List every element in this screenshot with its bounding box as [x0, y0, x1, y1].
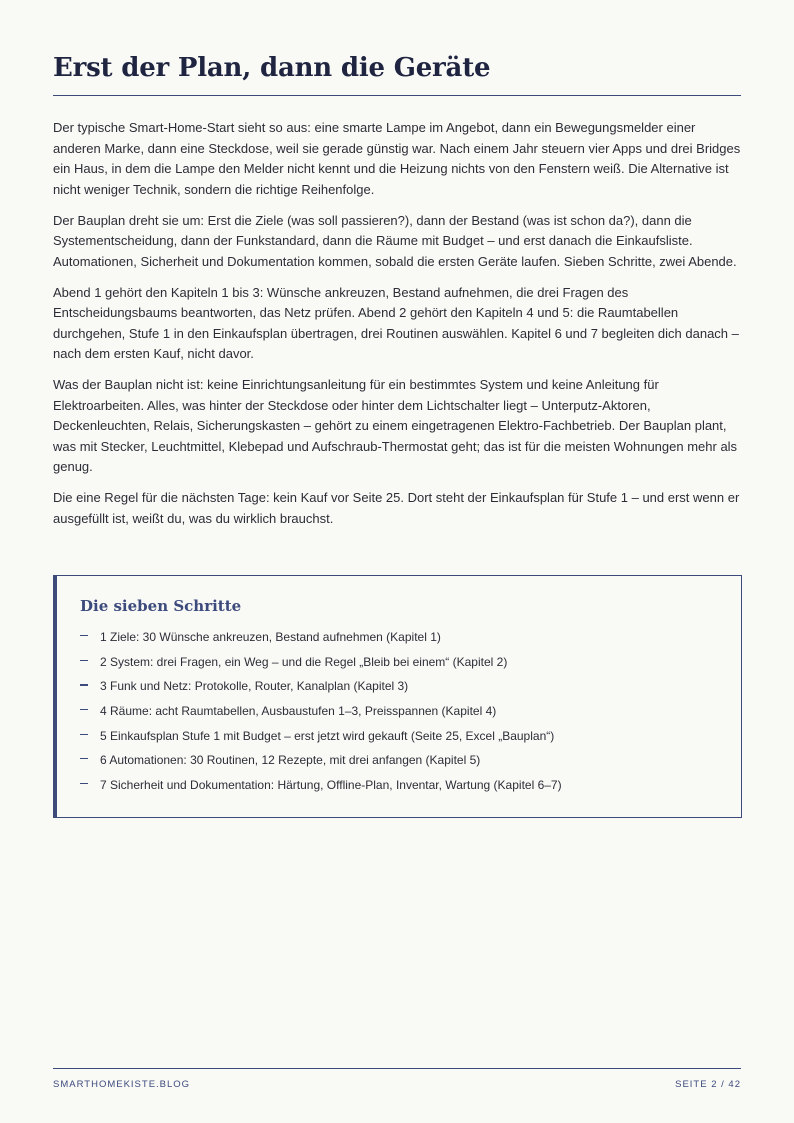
dash-bullet-icon	[80, 783, 88, 784]
paragraph-regel: Die eine Regel für die nächsten Tage: kein Kauf vor Seite 25. Dort steht der Einkaufsplan für Stufe 1 – und erst wenn er ausgefüllt ist, weißt du, was du wirklich brauchst.	[53, 490, 740, 526]
list-item	[80, 675, 562, 700]
step-text: 3 Funk und Netz: Protokolle, Router, Kanalplan (Kapitel 3)	[100, 679, 409, 694]
step-text: 2 System: drei Fragen, ein Weg – und die Regel „Bleib bei einem“ (Kapitel 2)	[100, 654, 508, 669]
step-text: 5 Einkaufsplan Stufe 1 mit Budget – erst jetzt wird gekauft (Seite 25, Excel „Bauplan“)	[100, 728, 555, 743]
step-text: 4 Räume: acht Raumtabellen, Ausbaustufen 1–3, Preisspannen (Kapitel 4)	[100, 704, 497, 719]
title-divider	[53, 95, 741, 96]
step-text: 7 Sicherheit und Dokumentation: Härtung, Offline-Plan, Inventar, Wartung (Kapitel 6–7)	[100, 778, 562, 793]
paragraph-intro: Der typische Smart-Home-Start sieht so aus: eine smarte Lampe im Angebot, dann ein Bewegungsmelder einer anderen Marke, dann eine Steckdose, weil sie gerade günstig war. Nach einem Jahr steuern vier Apps und drei Bridges ein Haus, in dem die Lampe den Melder nicht kennt und die Heizung nichts von den Fenstern weiß. Die Alternative ist nicht weniger Technik, sondern die richtige Reihenfolge.	[53, 120, 741, 197]
step-text: 6 Automationen: 30 Routinen, 12 Rezepte, mit drei anfangen (Kapitel 5)	[100, 753, 481, 768]
steps-callout-box	[53, 575, 742, 818]
dash-bullet-icon	[80, 709, 88, 710]
list-item	[80, 626, 562, 651]
paragraph-bauplan: Der Bauplan dreht sie um: Erst die Ziele (was soll passieren?), dann der Bestand (was ist schon da?), dann die Systementscheidung, dann der Funkstandard, dann die Räume mit Budget – und erst danach die Einkaufsliste. Automationen, Sicherheit und Dokumentation kommen, sobald die ersten Geräte laufen. Sieben Schritte, zwei Abende.	[53, 212, 737, 269]
dash-bullet-icon	[80, 684, 88, 686]
list-item	[80, 774, 562, 799]
dash-bullet-icon	[80, 734, 88, 735]
list-item	[80, 749, 562, 774]
dash-bullet-icon	[80, 758, 88, 759]
body-text	[53, 118, 741, 540]
list-item	[80, 725, 562, 750]
list-item	[80, 700, 562, 725]
steps-box-title: Die sieben Schritte	[80, 597, 242, 615]
steps-list	[80, 626, 562, 799]
list-item	[80, 651, 562, 676]
dash-bullet-icon	[80, 660, 88, 661]
step-text: 1 Ziele: 30 Wünsche ankreuzen, Bestand aufnehmen (Kapitel 1)	[100, 630, 441, 644]
footer-divider	[53, 1068, 741, 1069]
page-title: Erst der Plan, dann die Geräte	[53, 53, 491, 83]
footer-site: SMARTHOMEKISTE.BLOG	[53, 1079, 191, 1090]
dash-bullet-icon	[80, 635, 88, 636]
footer-page-number: SEITE 2 / 42	[675, 1079, 741, 1090]
paragraph-abende: Abend 1 gehört den Kapiteln 1 bis 3: Wünsche ankreuzen, Bestand aufnehmen, die drei Fragen des Entscheidungsbaums beantworten, das Netz prüfen. Abend 2 gehört den Kapiteln 4 und 5: die Raumtabellen durchgehen, Stufe 1 in den Einkaufsplan übertragen, drei Routinen auswählen. Kapitel 6 und 7 begleiten dich danach – nach dem ersten Kauf, nicht davor.	[53, 284, 739, 361]
paragraph-abgrenzung: Was der Bauplan nicht ist: keine Einrichtungsanleitung für ein bestimmtes System und keine Anleitung für Elektroarbeiten. Alles, was hinter der Steckdose oder hinter dem Lichtschalter liegt – Unterputz-Aktoren, Deckenleuchten, Relais, Sicherungskasten – gehört zu einem eingetragenen Elektro-Fachbetrieb. Der Bauplan plant, was mit Stecker, Leuchtmittel, Klebepad und Aufschraub-Thermostat geht; das ist für die meisten Wohnungen mehr als genug.	[53, 377, 738, 474]
